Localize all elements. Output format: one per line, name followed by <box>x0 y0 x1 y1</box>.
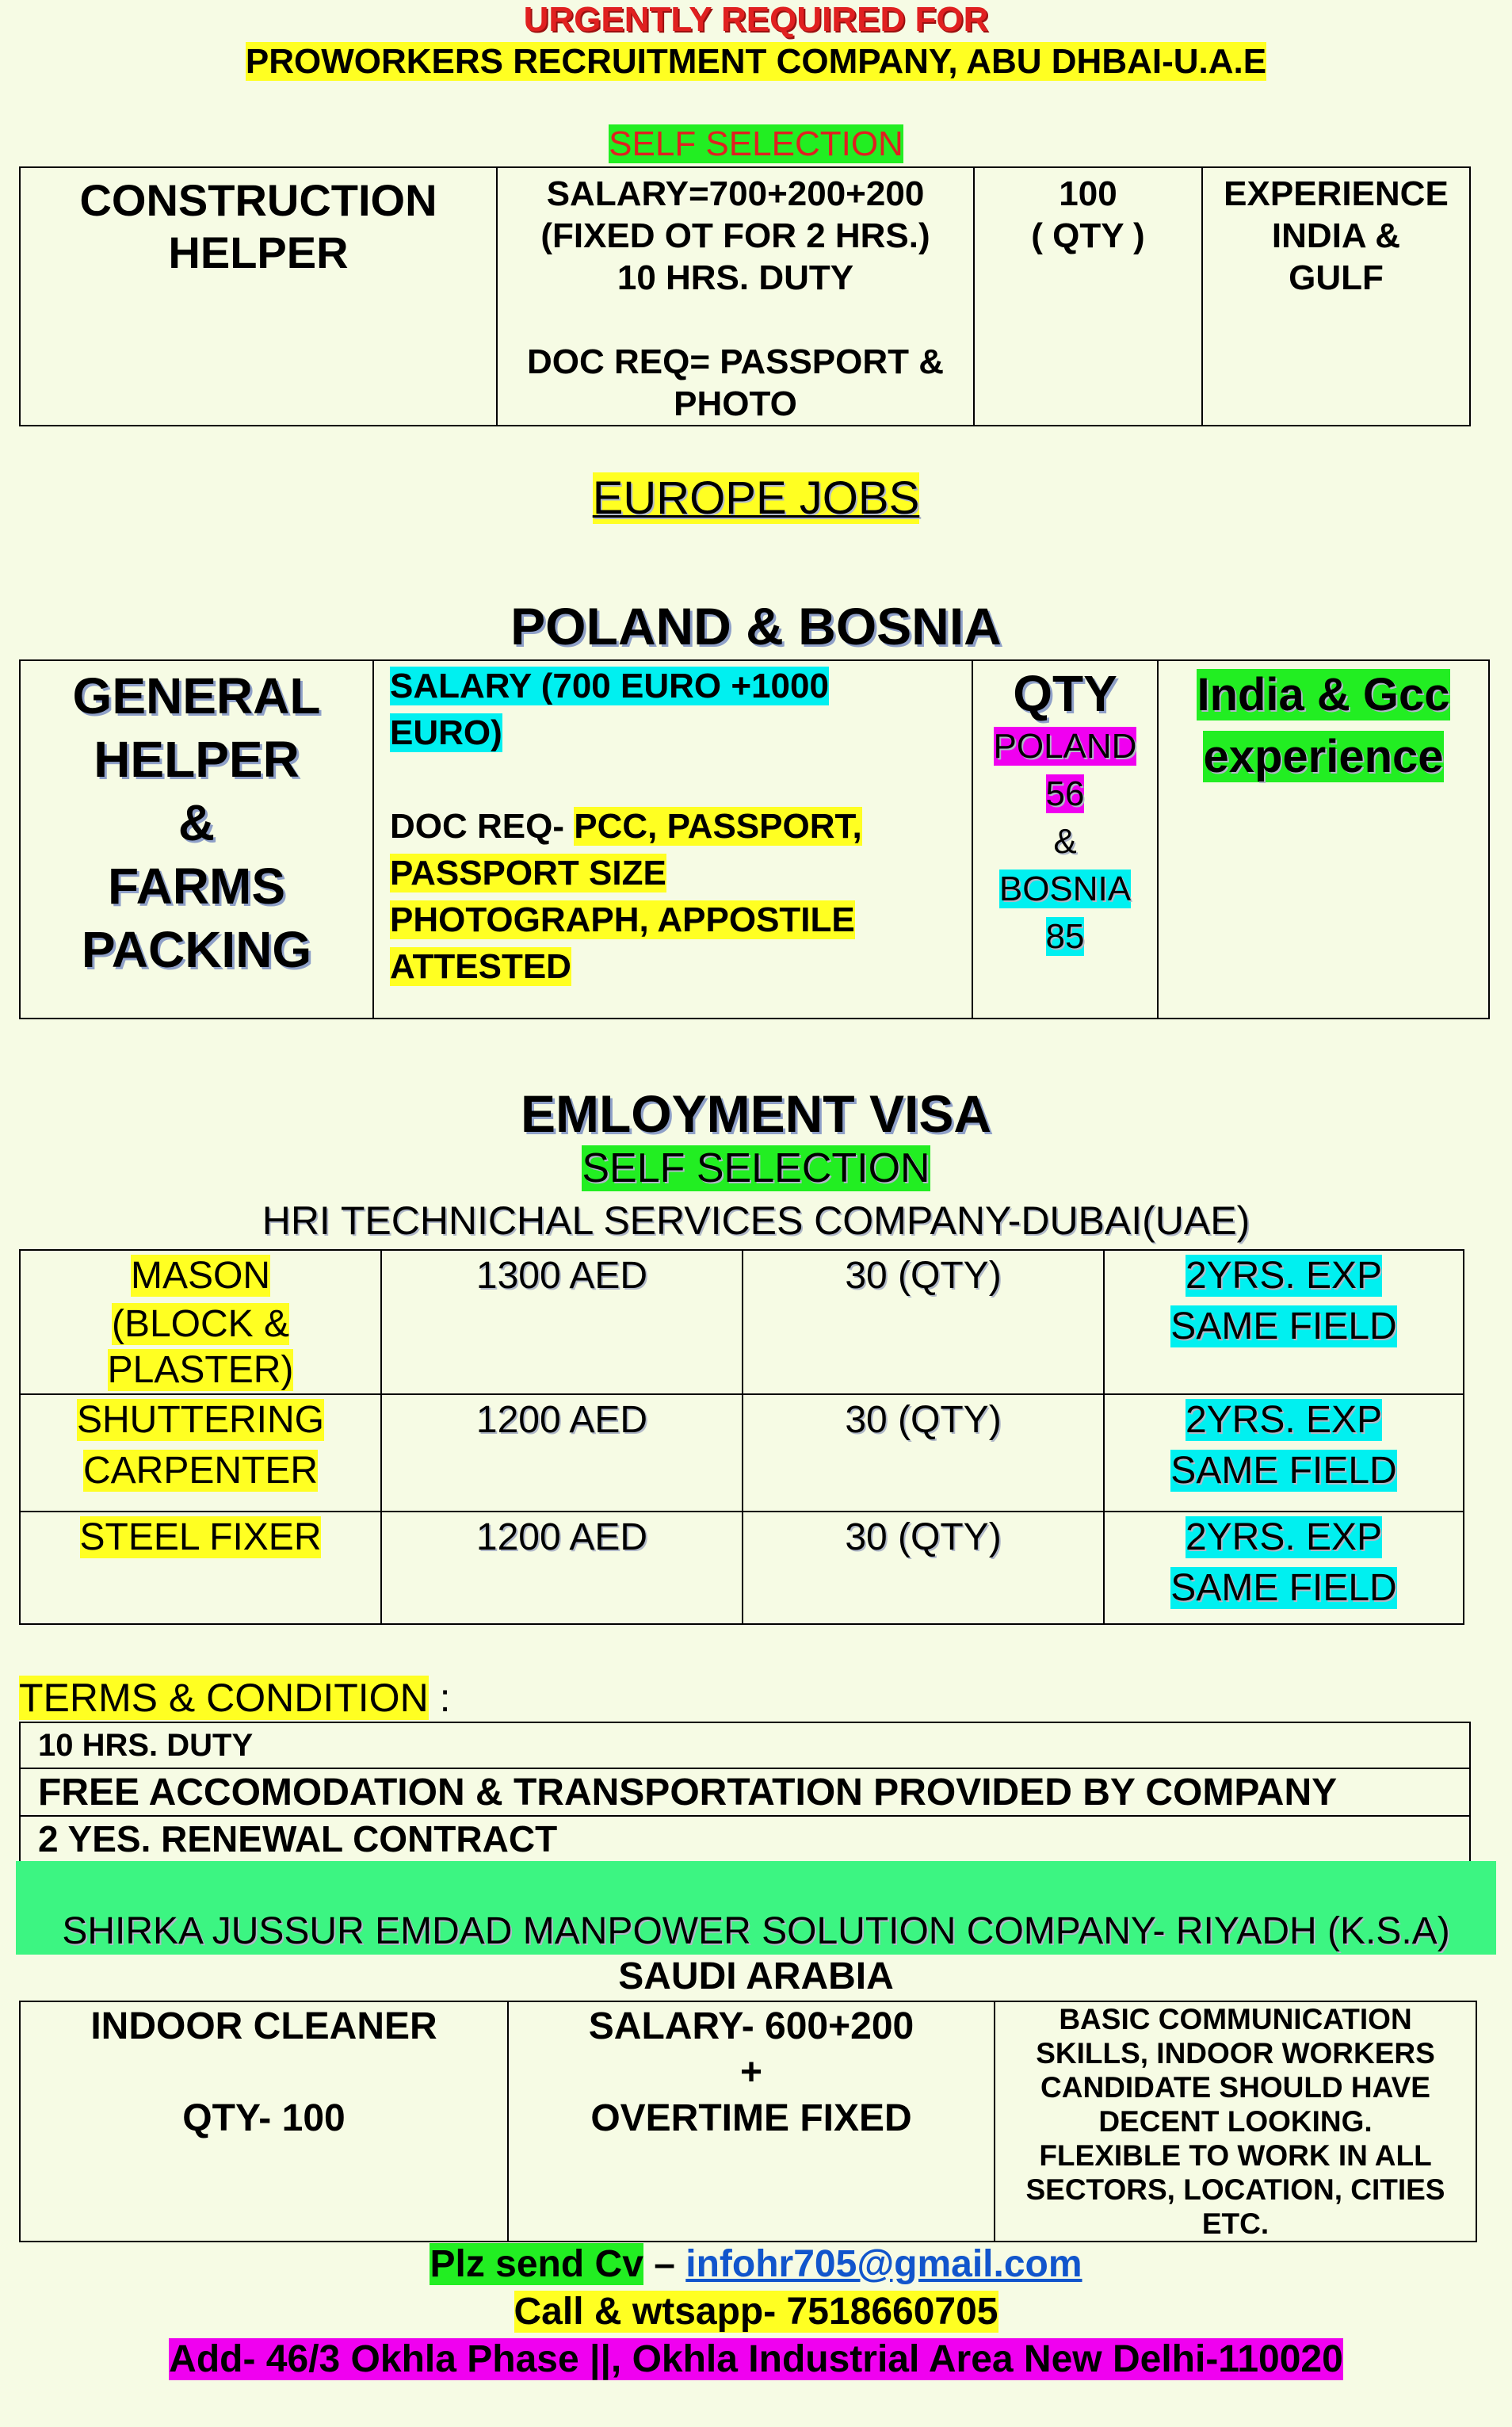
bosnia-qty: 85 <box>1045 917 1085 956</box>
saudi-job-title: INDOOR CLEANER <box>90 2005 437 2047</box>
job-cell <box>20 1250 381 1394</box>
terms-item: 10 HRS. DUTY <box>20 1722 1470 1768</box>
europe-subheading: POLAND & BOSNIA <box>510 597 1002 655</box>
terms-colon: : <box>428 1676 451 1720</box>
saudi-salary-line: SALARY- 600+200 <box>588 2005 914 2047</box>
terms-heading-label: TERMS & CONDITION <box>19 1676 429 1720</box>
job-line: CARPENTER <box>82 1450 319 1492</box>
table-row <box>20 1250 1464 1394</box>
salary-cell <box>381 1512 743 1624</box>
requirement-line: BASIC COMMUNICATION <box>1059 2003 1412 2035</box>
saudi-company-band <box>16 1861 1496 1955</box>
europe-salary-line: SALARY (700 EURO +1000 <box>390 667 829 705</box>
phone-label: Call & wtsapp- 7518660705 <box>514 2291 998 2333</box>
experience-line: SAME FIELD <box>1170 1450 1397 1492</box>
recruiter-company <box>0 41 1512 82</box>
europe-doc-line: PHOTOGRAPH, APPOSTILE <box>390 900 855 939</box>
requirement-line: CANDIDATE SHOULD HAVE <box>1040 2071 1430 2104</box>
europe-salary-line: EURO) <box>390 713 502 752</box>
employment-company: HRI TECHNICHAL SERVICES COMPANY-DUBAI(UAE) <box>262 1198 1250 1243</box>
employment-self-selection <box>0 1145 1512 1192</box>
europe-doc-line: ATTESTED <box>390 947 571 986</box>
saudi-salary-line: + <box>739 2051 763 2093</box>
requirement-line: SKILLS, INDOOR WORKERS <box>1036 2037 1435 2070</box>
doc-line: DOC REQ= PASSPORT & <box>526 342 945 381</box>
qty-value: 30 (QTY) <box>845 1516 1002 1558</box>
qty-value: 30 (QTY) <box>845 1255 1002 1297</box>
job-title-line: CONSTRUCTION <box>79 175 437 225</box>
job-cell <box>20 1512 381 1624</box>
requirement-line: SECTORS, LOCATION, CITIES <box>1025 2173 1445 2206</box>
qty-value: 30 (QTY) <box>845 1399 1002 1441</box>
experience-line: SAME FIELD <box>1170 1305 1397 1347</box>
experience-line: 2YRS. EXP <box>1185 1255 1383 1297</box>
salary-value: 1200 AED <box>475 1399 648 1441</box>
salary-line: 10 HRS. DUTY <box>617 258 854 297</box>
europe-qty-cell <box>972 660 1158 1019</box>
salary-cell <box>381 1394 743 1512</box>
europe-job-line: FARMS <box>108 858 285 915</box>
self-selection-badge <box>0 124 1512 165</box>
cv-label: Plz send Cv <box>430 2243 643 2285</box>
europe-experience-cell <box>1158 660 1489 1019</box>
requirement-line: ETC. <box>1201 2207 1270 2240</box>
experience-line: 2YRS. EXP <box>1185 1399 1383 1441</box>
experience-cell <box>1202 167 1470 426</box>
saudi-jobs-table <box>19 2001 1477 2242</box>
experience-line: 2YRS. EXP <box>1185 1516 1383 1558</box>
saudi-job-cell <box>20 2001 508 2242</box>
experience-line: INDIA & <box>1271 216 1401 255</box>
europe-doc-line: PCC, PASSPORT, <box>574 807 862 846</box>
contact-cv <box>0 2242 1512 2287</box>
job-line: MASON <box>130 1255 270 1297</box>
saudi-qty: QTY- 100 <box>182 2097 346 2139</box>
saudi-salary-cell <box>508 2001 995 2242</box>
experience-cell <box>1104 1512 1464 1624</box>
contact-phone <box>0 2289 1512 2335</box>
salary-line: (FIXED OT FOR 2 HRS.) <box>540 216 930 255</box>
europe-heading <box>0 472 1512 525</box>
job-line: STEEL FIXER <box>79 1516 322 1558</box>
poland-qty: 56 <box>1045 774 1085 813</box>
page-title: URGENTLY REQUIRED FOR <box>523 0 989 39</box>
experience-line: GULF <box>1289 258 1384 297</box>
bosnia-label: BOSNIA <box>998 870 1132 908</box>
europe-experience-line: India & Gcc <box>1197 669 1450 720</box>
europe-salary-cell <box>373 660 972 1019</box>
qty-cell <box>743 1250 1104 1394</box>
experience-line: SAME FIELD <box>1170 1567 1397 1609</box>
qty-line: ( QTY ) <box>1031 216 1145 255</box>
requirement-line: FLEXIBLE TO WORK IN ALL <box>1039 2139 1432 2172</box>
job-cell <box>20 1394 381 1512</box>
employment-jobs-table <box>19 1249 1464 1625</box>
europe-jobs-table <box>19 659 1490 1019</box>
doc-line: PHOTO <box>674 384 797 423</box>
salary-line: SALARY=700+200+200 <box>546 174 925 213</box>
europe-job-cell <box>20 660 373 1019</box>
terms-heading <box>19 1674 450 1722</box>
recruiter-company-label: PROWORKERS RECRUITMENT COMPANY, ABU DHBAI-U.A.E <box>245 42 1267 81</box>
experience-cell <box>1104 1394 1464 1512</box>
employment-self-selection-label: SELF SELECTION <box>582 1145 930 1191</box>
table-row <box>20 1722 1470 1768</box>
europe-doc-prefix: DOC REQ- <box>390 807 575 846</box>
poland-label: POLAND <box>993 727 1137 766</box>
job-line: SHUTTERING <box>77 1399 324 1441</box>
construction-helper-table <box>19 166 1471 426</box>
job-line: (BLOCK & <box>111 1303 290 1345</box>
salary-value: 1200 AED <box>475 1516 648 1558</box>
experience-line: EXPERIENCE <box>1224 174 1449 213</box>
europe-experience-line: experience <box>1203 731 1444 782</box>
address-label: Add- 46/3 Okhla Phase ||, Okhla Industrial Area New Delhi-110020 <box>169 2338 1343 2380</box>
job-line: PLASTER) <box>107 1349 294 1391</box>
qty-cell <box>743 1394 1104 1512</box>
table-row <box>20 1816 1470 1862</box>
europe-doc-line: PASSPORT SIZE <box>390 854 666 892</box>
job-title-cell <box>20 167 497 426</box>
requirement-line: DECENT LOOKING. <box>1098 2105 1373 2138</box>
cv-dash: – <box>643 2243 686 2285</box>
job-title-line: HELPER <box>168 227 349 277</box>
europe-job-line: PACKING <box>81 921 312 978</box>
qty-line: 100 <box>1059 174 1117 213</box>
europe-job-line: HELPER <box>94 731 300 788</box>
qty-cell <box>743 1512 1104 1624</box>
saudi-company-name: SHIRKA JUSSUR EMDAD MANPOWER SOLUTION COMPANY- RIYADH (K.S.A) <box>62 1910 1450 1952</box>
terms-item: 2 YES. RENEWAL CONTRACT <box>20 1816 1470 1862</box>
europe-job-line: & <box>178 794 216 851</box>
terms-item: FREE ACCOMODATION & TRANSPORTATION PROVIDED BY COMPANY <box>20 1768 1470 1816</box>
salary-value: 1300 AED <box>475 1255 648 1297</box>
email-link[interactable]: infohr705@gmail.com <box>685 2243 1082 2285</box>
table-row <box>20 1512 1464 1624</box>
europe-qty-label: QTY <box>1013 665 1117 722</box>
qty-separator: & <box>1053 822 1077 861</box>
saudi-requirements-cell <box>995 2001 1476 2242</box>
table-row <box>20 1394 1464 1512</box>
employment-heading: EMLOYMENT VISA <box>520 1084 992 1143</box>
qty-cell <box>974 167 1202 426</box>
europe-heading-label: EUROPE JOBS <box>592 472 920 524</box>
europe-job-line: GENERAL <box>72 667 321 724</box>
saudi-country: SAUDI ARABIA <box>618 1955 894 1997</box>
salary-cell <box>497 167 974 426</box>
terms-table <box>19 1722 1471 1863</box>
self-selection-label: SELF SELECTION <box>609 124 903 163</box>
table-row <box>20 1768 1470 1816</box>
experience-cell <box>1104 1250 1464 1394</box>
contact-address <box>0 2335 1512 2384</box>
saudi-salary-line: OVERTIME FIXED <box>590 2097 912 2139</box>
salary-cell <box>381 1250 743 1394</box>
